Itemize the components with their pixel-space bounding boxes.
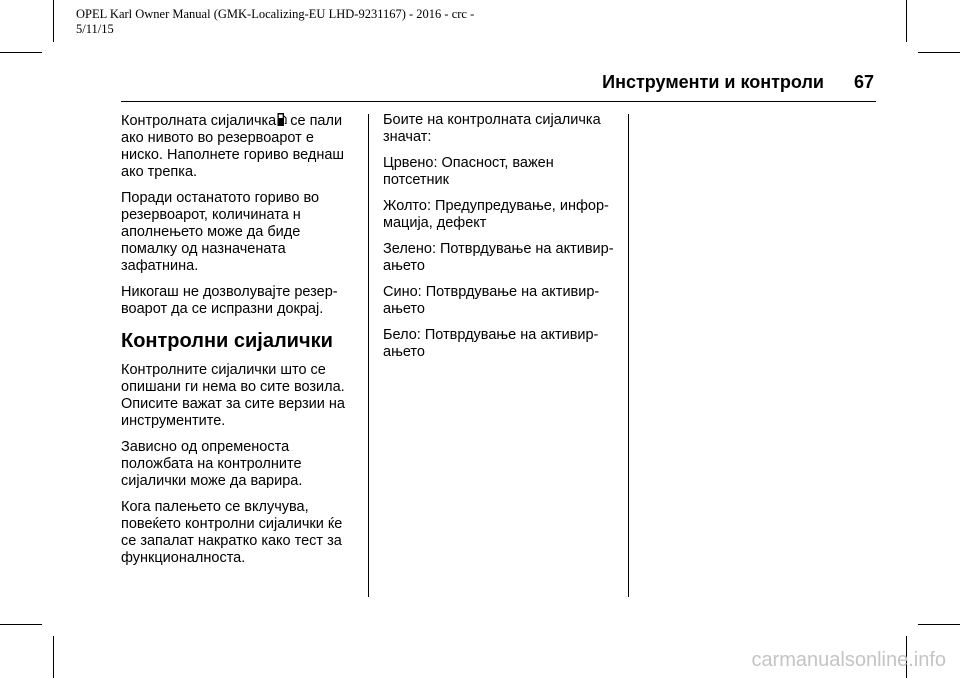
page-header [602, 72, 874, 93]
text-line: ниско. Наполнете гориво веднаш [121, 147, 345, 163]
text-line: ањето [383, 301, 425, 317]
text-line: ако нивото во резервоарот е [121, 130, 314, 146]
crop-mark [0, 52, 42, 53]
crop-mark [906, 0, 907, 42]
column-divider [368, 114, 369, 597]
text-line: Бело: Потврдување на активир- [383, 327, 599, 343]
paragraph [383, 241, 623, 275]
text-line: сијалички може да варира. [121, 473, 303, 489]
paragraph [383, 198, 623, 232]
text-line: Боите на контролната сијаличка [383, 112, 601, 128]
paragraph [383, 155, 623, 189]
text-line: Поради останатото гориво во [121, 190, 320, 206]
paragraph [383, 327, 623, 361]
crop-mark [918, 52, 960, 53]
text-line: значат: [383, 129, 432, 145]
text-fragment: Контролната сијаличка [121, 113, 277, 129]
text-line: повеќето контролни сијалички ќе [121, 516, 343, 532]
text-line: потсетник [383, 172, 450, 188]
text-line: Зелено: Потврдување на активир- [383, 241, 614, 257]
text-line: Сино: Потврдување на активир- [383, 284, 600, 300]
right-column [383, 112, 623, 370]
crop-mark [53, 636, 54, 678]
paragraph [121, 439, 361, 490]
text-line: Зависно од опременоста [121, 439, 290, 455]
text-line: помалку од назначената [121, 241, 286, 257]
crop-mark [918, 624, 960, 625]
left-column [121, 112, 361, 576]
text-line: резервоарот, количината н [121, 207, 301, 223]
paragraph [383, 112, 623, 146]
text-line: опишани ги нема во сите возила. [121, 379, 345, 395]
text-line: се запалат накратко како тест за [121, 533, 342, 549]
text-line: аполнењето може да биде [121, 224, 301, 240]
text-line: инструментите. [121, 413, 226, 429]
paragraph [121, 190, 361, 275]
section-title: Инструменти и контроли [602, 72, 824, 92]
text-line: ако трепка. [121, 164, 198, 180]
paragraph [121, 284, 361, 318]
text-line: ањето [383, 258, 425, 274]
text-fragment: се пали [290, 113, 343, 129]
text-line: воарот да се испразни докрај. [121, 301, 324, 317]
section-heading: Контролни сијалички [121, 330, 333, 352]
text-line: Црвено: Опасност, важен [383, 155, 554, 171]
text-line: Жолто: Предупредување, инфор- [383, 198, 609, 214]
text-line: ањето [383, 344, 425, 360]
text-line: зафатнина. [121, 258, 199, 274]
text-line: мација, дефект [383, 215, 487, 231]
text-line: Никогаш не дозволувајте резер- [121, 284, 338, 300]
text-line: Описите важат за сите верзии на [121, 396, 345, 412]
paragraph [121, 362, 361, 430]
column-divider [628, 114, 629, 597]
text-line [121, 112, 361, 130]
watermark: carmanualsonline.info [751, 649, 946, 671]
meta-line-1: OPEL Karl Owner Manual (GMK-Localizing-EU LHD-9231167) - 2016 - crc - [76, 7, 475, 21]
paragraph [121, 499, 361, 567]
crop-mark [53, 0, 54, 42]
crop-mark [0, 624, 42, 625]
text-line: положбата на контролните [121, 456, 302, 472]
paragraph [383, 284, 623, 318]
text-line: функционалноста. [121, 550, 246, 566]
page-number: 67 [853, 72, 874, 92]
document-meta [76, 7, 474, 37]
fuel-pump-icon [277, 112, 287, 127]
meta-line-2: 5/11/15 [76, 22, 114, 36]
header-rule [121, 101, 876, 102]
paragraph [121, 112, 361, 181]
text-line: Кога палењето се вклучува, [121, 499, 309, 515]
text-line: Контролните сијалички што се [121, 362, 326, 378]
